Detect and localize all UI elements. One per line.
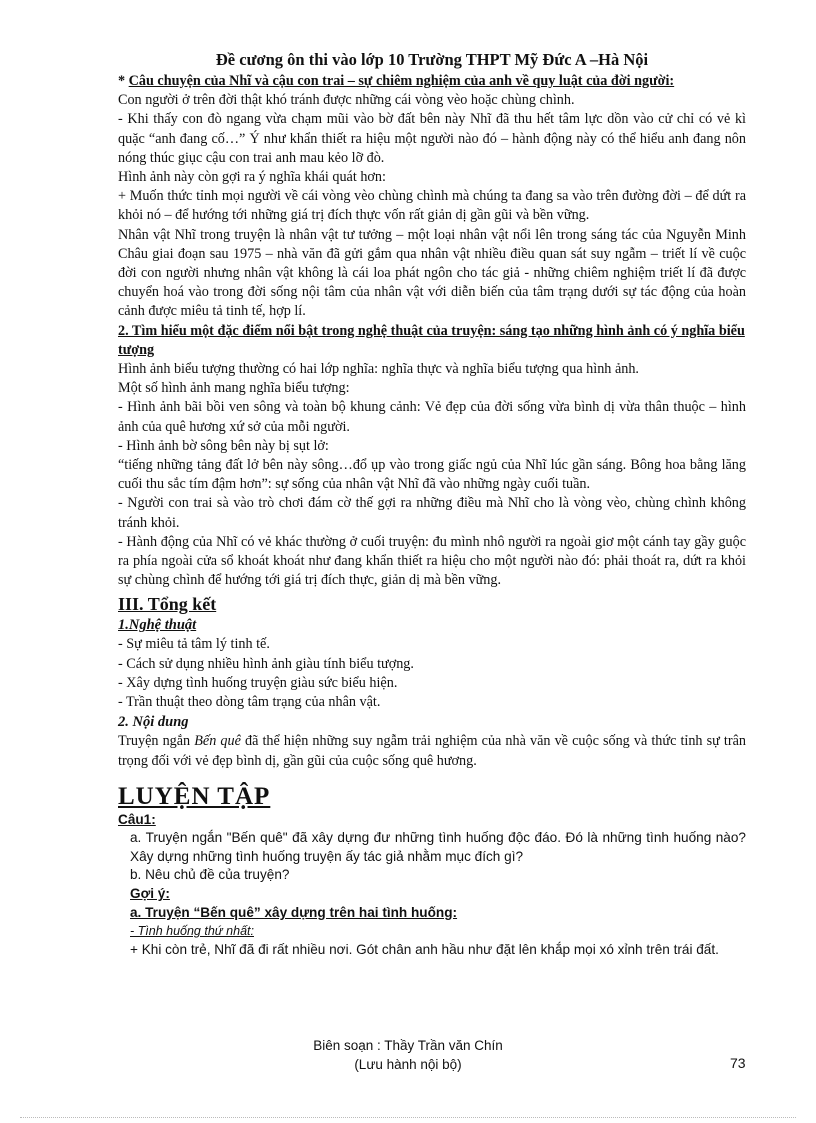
hint-label: Gợi ý:: [130, 886, 170, 902]
section1-title-text: Câu chuyện của Nhĩ và cậu con trai – sự chiêm nghiệm của anh về quy luật của đời người:: [128, 73, 675, 89]
paragraph: - Người con trai sà vào trò chơi đám cờ thế gợi ra những điều mà Nhĩ cho là vòng vèo, chùng chình không tránh khỏi.: [118, 495, 746, 531]
content-subtitle: 2. Nội dung: [118, 714, 189, 731]
paragraph: - Hành động của Nhĩ có vẻ khác thường ở cuối truyện: đu mình nhô người ra ngoài giơ một cánh tay gầy guộc ra phía ngoài cửa sổ khoát khoát như đang khẩn thiết ra hiệu cho một người nào đó: phải thoát ra, dứt ra khỏi sự chùng chình để hướng tới giá trị đích thực, giản dị mà bền vững.: [118, 533, 746, 589]
list-item: - Xây dựng tình huống truyện giàu sức biểu hiện.: [118, 674, 398, 691]
paragraph: + Muốn thức tỉnh mọi người về cái vòng vèo chùng chình mà chúng ta đang sa vào trên đường đời – để dứt ra khỏi nó – để hướng tới những giá trị đích thực vốn rất giản dị gần gũi và bền vững.: [118, 188, 746, 224]
paragraph: Hình ảnh biểu tượng thường có hai lớp nghĩa: nghĩa thực và nghĩa biểu tượng qua hình ảnh.: [118, 361, 639, 378]
document-page: [118, 50, 746, 959]
page-footer: [0, 1036, 816, 1074]
paragraph: Con người ở trên đời thật khó tránh được những cái vòng vèo hoặc chùng chình.: [118, 92, 575, 109]
footer-author: Biên soạn : Thầy Trần văn Chín: [313, 1038, 503, 1053]
question-label: Câu1:: [118, 811, 156, 827]
art-subtitle: 1.Nghệ thuật: [118, 617, 197, 634]
question-b: b. Nêu chủ đề của truyện?: [130, 867, 290, 883]
page-bottom-divider: [20, 1117, 796, 1118]
section2-title: 2. Tìm hiểu một đặc điểm nổi bật trong nghệ thuật của truyện: sáng tạo những hình ảnh có ý nghĩa biểu tượng: [118, 322, 745, 358]
situation-one: - Tình huống thứ nhất:: [130, 924, 254, 939]
paragraph: - Hình ảnh bãi bồi ven sông và toàn bộ khung cảnh: Vẻ đẹp của đời sống vừa bình dị vừa thân thuộc – hình ảnh của quê hương xứ sở của mỗi người.: [118, 399, 746, 435]
content-paragraph: Truyện ngắn Bến quê đã thể hiện những suy ngẫm trải nghiệm của nhà văn về cuộc sống và thức tỉnh sự trân trọng đối với vẻ đẹp bình dị, gần gũi của cuộc sống quê hương.: [118, 733, 746, 769]
paragraph: Nhân vật Nhĩ trong truyện là nhân vật tư tưởng – một loại nhân vật nổi lên trong sáng tác của Nguyễn Minh Châu giai đoạn sau 1975 – nhà văn đã gửi gắm qua nhân vật nhiều điều quan sát suy ngẫm – triết lí về cuộc đời con người nhưng nhân vật không là cái loa phát ngôn cho tác giả - những chiêm nghiệm triết lí đã được chuyển hoá vào trong đời sống nội tâm của nhân vật với diễn biến của tâm trạng dưới sự tác động của hoàn cảnh được miêu tả tinh tế, hợp lí.: [118, 226, 746, 320]
list-item: - Sự miêu tả tâm lý tinh tế.: [118, 636, 270, 653]
page-header: Đề cương ôn thi vào lớp 10 Trường THPT Mỹ Đức A –Hà Nội: [215, 50, 649, 69]
paragraph: - Khi thấy con đò ngang vừa chạm mũi vào bờ đất bên này Nhĩ đã thu hết tâm lực dồn vào cử chỉ có vẻ kì quặc “anh đang cố…” Ý như khẩn thiết ra hiệu một người nào đó – hành động này có thể hiểu anh đang nôn nóng thúc giục cậu con trai anh mau kẻo lỡ đò.: [118, 111, 746, 166]
paragraph: Một số hình ảnh mang nghĩa biểu tượng:: [118, 380, 350, 397]
page-number: 73: [730, 1055, 746, 1071]
answer-a: a. Truyện “Bến quê” xây dựng trên hai tình huống:: [130, 904, 458, 920]
section3-title: III. Tổng kết: [118, 594, 217, 615]
paragraph: “tiếng những tảng đất lở bên này sông…đổ ụp vào trong giấc ngủ của Nhĩ lúc gần sáng. Bông hoa bằng lăng cuối thu sắc tím đậm hơn”: sự sống của nhân vật Nhĩ đã vào những ngày cuối tuần.: [118, 457, 746, 493]
paragraph: - Hình ảnh bờ sông bên này bị sụt lở:: [118, 437, 329, 454]
paragraph: Hình ảnh này còn gợi ra ý nghĩa khái quát hơn:: [118, 169, 386, 186]
answer-plus: + Khi còn trẻ, Nhĩ đã đi rất nhiều nơi. Gót chân anh hầu như đặt lên khắp mọi xó xỉnh trên trái đất.: [130, 941, 719, 957]
section1-title: * Câu chuyện của Nhĩ và cậu con trai – sự chiêm nghiệm của anh về quy luật của đời người:: [118, 73, 675, 89]
list-item: - Trần thuật theo dòng tâm trạng của nhân vật.: [118, 694, 381, 711]
practice-title: LUYỆN TẬP: [118, 782, 271, 810]
list-item: - Cách sử dụng nhiều hình ảnh giàu tính biểu tượng.: [118, 655, 414, 672]
footer-note: (Lưu hành nội bộ): [354, 1057, 462, 1072]
question-a: a. Truyện ngắn "Bến quê" đã xây dựng đư những tình huống độc đáo. Đó là những tình huống nào? Xây dựng những tình huống truyện ấy tác giả nhằm mục đích gì?: [130, 830, 746, 864]
